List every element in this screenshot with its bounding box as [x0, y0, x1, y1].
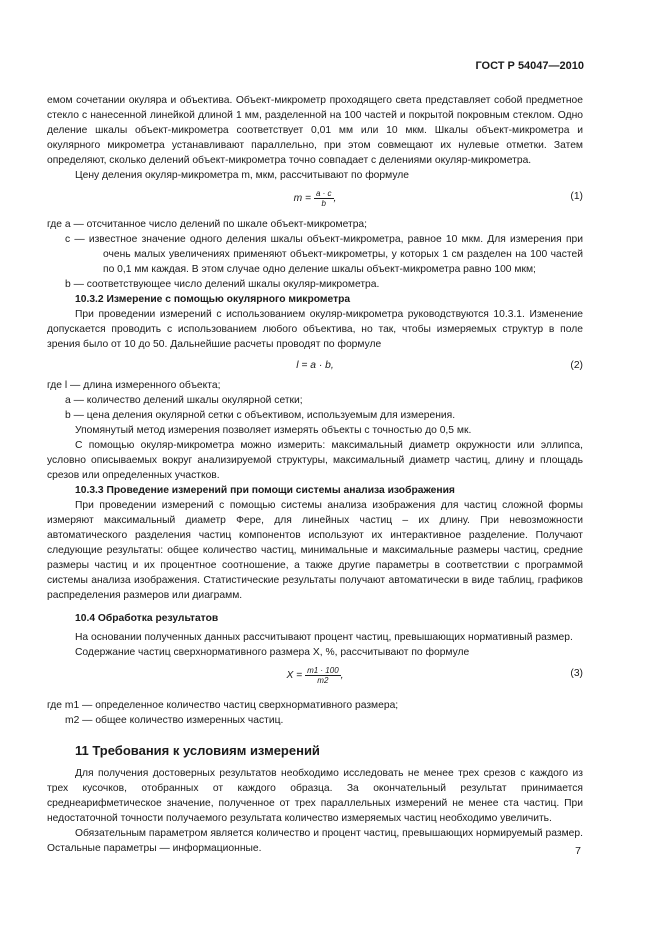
definition-c: c — известное значение одного деления шкалы объект-микрометра, равное 10 мкм. Для измерения при очень малых увеличениях применяют объект-микрометры, у которых 1 см разделен на 100 частей по 0,1 мм каждая. В этом случае одно деление шкалы объект-микрометра равно 100 мкм; — [65, 234, 583, 275]
formula-3-number: (3) — [570, 668, 583, 679]
section-heading-10-3-2: 10.3.2 Измерение с помощью окулярного микрометра — [75, 294, 351, 305]
formula-1-number: (1) — [570, 191, 583, 202]
definition-a: где a — отсчитанное число делений по шкале объект-микрометра; — [47, 219, 368, 230]
section-heading-10-3-3: 10.3.3 Проведение измерений при помощи системы анализа изображения — [75, 485, 455, 496]
formula-3 — [47, 660, 583, 690]
definition-l: где l — длина измеренного объекта; — [47, 380, 221, 391]
formula-1-tail: , — [333, 193, 337, 205]
page-body — [47, 93, 583, 856]
definition-m2: m2 — общее количество измеренных частиц. — [65, 715, 284, 726]
section-heading-11: 11 Требования к условиям измерений — [75, 743, 320, 758]
formula-1-numerator: a · c — [315, 189, 332, 198]
paragraph-10-4-a: На основании полученных данных рассчитывают процент частиц, превышающих нормативный размер. — [75, 632, 573, 643]
formula-3-tail: , — [340, 670, 344, 682]
paragraph-price: Цену деления окуляр-микрометра m, мкм, рассчитывают по формуле — [75, 170, 409, 181]
paragraph-11-b: Обязательным параметром является количество и процент частиц, превышающих нормируемый размер. Остальные параметры — информационные. — [47, 828, 583, 854]
formula-3-denominator: m2 — [317, 676, 329, 685]
formula-1-lhs: m = — [293, 193, 312, 205]
paragraph-method: Упомянутый метод измерения позволяет измерять объекты с точностью до 0,5 мк. — [75, 425, 472, 436]
formula-2-number: (2) — [570, 360, 583, 371]
paragraph-11-a: Для получения достоверных результатов необходимо исследовать не менее трех срезов с каждого из трех кусочков, отобранных от каждого образца. За окончательный результат принимается среднеарифметическое значение, полученное от трех параллельных измерений не менее ста частиц. При недостаточной точности получаемого результата количество измеряемых частиц необходимо увеличить. — [47, 768, 583, 824]
formula-3-fraction — [305, 666, 341, 685]
section-heading-10-4: 10.4 Обработка результатов — [75, 613, 219, 624]
definition-a2: a — количество делений шкалы окулярной сетки; — [65, 395, 303, 406]
paragraph-intro: емом сочетании окуляра и объектива. Объект-микрометр проходящего света представляет собой предметное стекло с нанесенной линейкой длиной 1 мм, разделенной на 100 частей и покрытой покровным стеклом. Одно деление шкалы объект-микрометра соответствует 0,01 мм или 10 мкм. Шкалы объект-микрометра и окулярного микрометра устанавливают параллельно, при этом совмещают их нулевые отметки. Затем определяют, сколько делений объект-микрометра точно совпадает с делениями окуляр-микрометра. — [47, 95, 583, 166]
formula-2-expression: l = a · b, — [296, 360, 334, 371]
paragraph-ocular: С помощью окуляр-микрометра можно измерить: максимальный диаметр окружности или эллипса, условно описываемых вокруг анализируемой структуры, максимальный диаметр частиц, длину и площадь срезов или определенных участков. — [47, 440, 583, 481]
formula-2 — [47, 352, 583, 378]
paragraph-10-3-3: При проведении измерений с помощью системы анализа изображения для частиц сложной формы измеряют максимальный диаметр Фере, для линейных частиц – их длину. При невозможности автоматического разделения частиц компонентов используют их интерактивное разделение. Получают следующие результаты: общее количество частиц, минимальные и максимальные размеры частиц, средние размеры частиц и их процентное соотношение, а также другие параметры в соответствии с программой системы анализа изображения. Статистические результаты получают автоматически в виде таблиц, графиков распределения размеров или диаграмм. — [47, 500, 583, 601]
definition-b2: b — цена деления окулярной сетки с объективом, используемым для измерения. — [65, 410, 456, 421]
page-number: 7 — [575, 845, 581, 857]
formula-1 — [47, 183, 583, 209]
paragraph-10-4-b: Содержание частиц сверхнормативного размера X, %, рассчитывают по формуле — [75, 647, 470, 658]
paragraph-10-3-2: При проведении измерений с использованием окуляр-микрометра руководствуются 10.3.1. Изменение допускается проводить с использованием любого объектива, но так, чтобы измеряемых структур в поле зрения было от 10 до 50. Дальнейшие расчеты проводят по формуле — [47, 309, 583, 350]
formula-1-fraction — [314, 189, 334, 208]
definition-b: b — соответствующее число делений шкалы окуляр-микрометра. — [65, 279, 380, 290]
formula-3-numerator: m1 · 100 — [307, 666, 339, 675]
formula-3-lhs: X = — [286, 670, 303, 682]
formula-1-denominator: b — [321, 199, 326, 208]
definition-m1: где m1 — определенное количество частиц сверхнормативного размера; — [47, 700, 399, 711]
document-header: ГОСТ Р 54047—2010 — [475, 60, 584, 72]
